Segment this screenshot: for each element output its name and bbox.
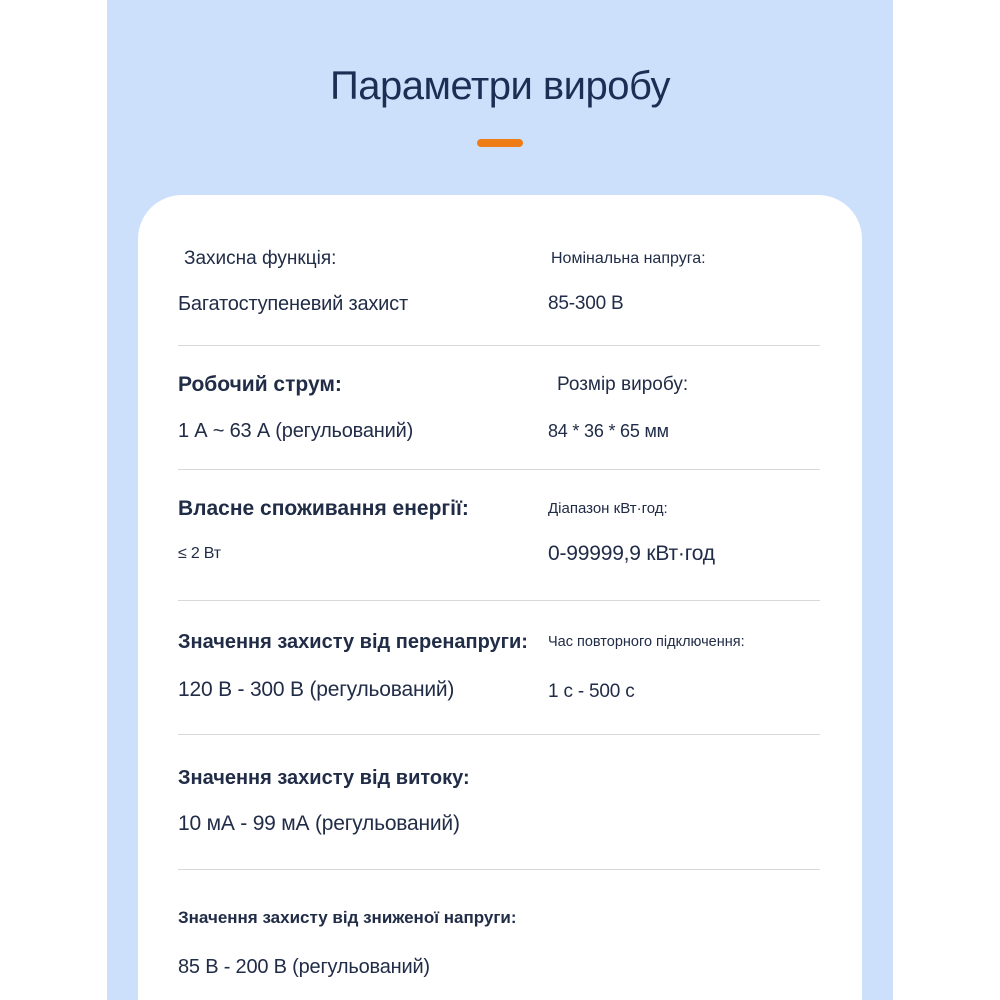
title-accent-dash <box>477 139 523 147</box>
spec-row-undervoltage-protection <box>178 870 820 980</box>
spec-cell <box>178 765 548 837</box>
spec-value: 85 В - 200 В (регульований) <box>178 956 430 978</box>
spec-label: Номінальна напруга: <box>551 250 706 267</box>
spec-cell <box>178 372 548 444</box>
spec-value: 0-99999,9 кВт·год <box>548 542 715 565</box>
spec-label: Розмір виробу: <box>557 374 689 395</box>
spec-label: Значення захисту від витоку: <box>178 767 470 789</box>
spec-label: Діапазон кВт·год: <box>548 500 668 517</box>
spec-label: Власне споживання енергії: <box>178 497 469 520</box>
spec-cell <box>548 629 820 705</box>
spec-value: 120 В - 300 В (регульований) <box>178 678 455 701</box>
spec-row-protective-function <box>178 223 820 346</box>
product-parameters-section <box>107 0 893 1000</box>
spec-label: Значення захисту від зниженої напруги: <box>178 908 517 927</box>
spec-cell <box>178 906 548 980</box>
spec-cell <box>178 496 548 566</box>
spec-value: ≤ 2 Вт <box>178 545 221 562</box>
spec-label: Час повторного підключення: <box>548 634 745 650</box>
spec-value: 10 мА - 99 мА (регульований) <box>178 812 460 835</box>
spec-label: Робочий струм: <box>178 373 342 396</box>
spec-cell <box>178 629 548 705</box>
spec-cell <box>178 247 548 317</box>
spec-cell <box>548 496 820 566</box>
spec-label: Захисна функція: <box>184 248 337 269</box>
spec-cell <box>548 372 820 444</box>
spec-row-overvoltage-protection <box>178 601 820 735</box>
specs-card <box>138 195 862 1000</box>
spec-value: 1 с - 500 с <box>548 681 635 702</box>
spec-value: Багатоступеневий захист <box>178 293 408 315</box>
spec-row-self-consumption <box>178 470 820 601</box>
spec-cell <box>548 247 820 317</box>
spec-value: 84 * 36 * 65 мм <box>548 421 669 441</box>
spec-row-leakage-protection <box>178 735 820 870</box>
spec-row-working-current <box>178 346 820 470</box>
spec-value: 85-300 В <box>548 293 624 314</box>
page-title: Параметри виробу <box>329 64 671 108</box>
spec-label: Значення захисту від перенапруги: <box>178 631 528 653</box>
spec-value: 1 А ~ 63 А (регульований) <box>178 420 414 442</box>
